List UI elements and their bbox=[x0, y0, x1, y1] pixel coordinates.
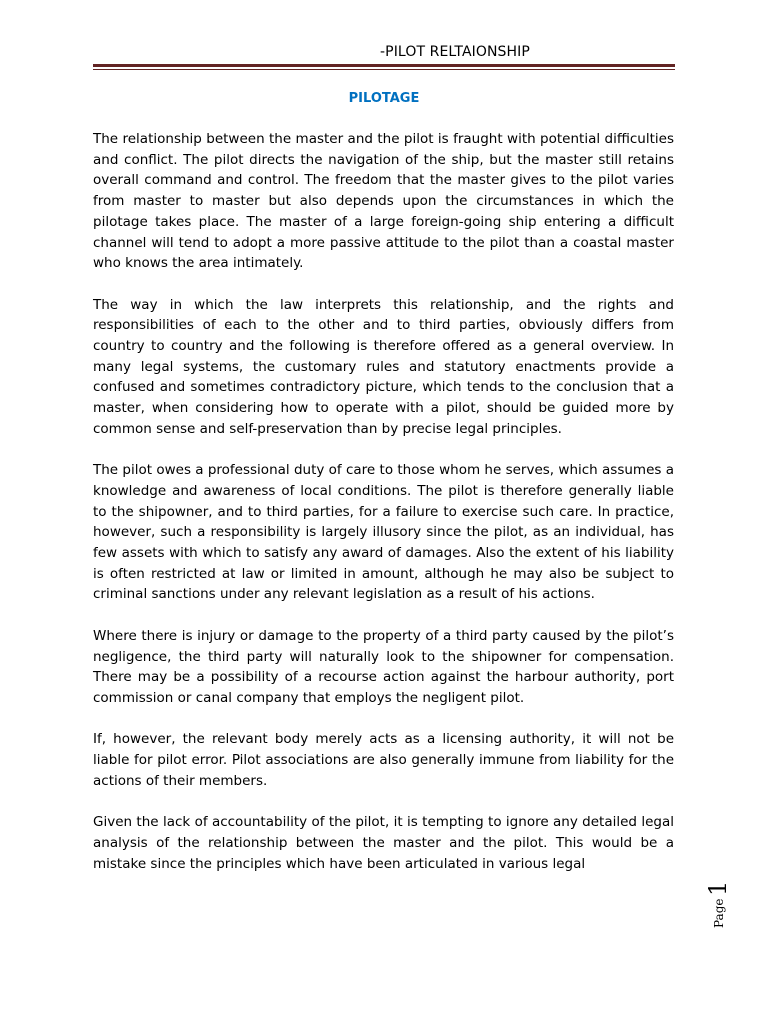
page-number bbox=[706, 874, 732, 896]
body-text bbox=[93, 129, 674, 895]
header-rule-thin-line bbox=[93, 69, 675, 70]
page-label bbox=[708, 900, 732, 930]
header-rule bbox=[93, 64, 675, 71]
paragraph: Where there is injury or damage to the property of a third party caused by the pilot’s negligence, the third party will naturally look to the shipowner for compensation. There may be a possibility of a recourse action against the harbour authority, port commission or canal company that employs the negligent pilot. bbox=[93, 627, 674, 706]
paragraph: If, however, the relevant body merely acts as a licensing authority, it will not be liable for pilot error. Pilot associations are also generally immune from liability for the actions of their members. bbox=[93, 731, 674, 789]
paragraph: The relationship between the master and the pilot is fraught with potential difficulties and conflict. The pilot directs the navigation of the ship, but the master still retains overall command and control. The freedom that the master gives to the pilot varies from master to master but also depends upon the circumstances in which the pilotage takes place. The master of a large foreign-going ship entering a difficult channel will tend to adopt a more passive attitude to the pilot than a coastal master who knows the area intimately. bbox=[93, 131, 674, 272]
page-number-value: 1 bbox=[704, 880, 732, 896]
section-heading: PILOTAGE bbox=[348, 91, 420, 106]
paragraph: The way in which the law interprets this relationship, and the rights and responsibilities of each to the other and to third parties, obviously differs from country to country and the following is therefore offered as a general overview. In many legal systems, the customary rules and statutory enactments provide a confused and sometimes contradictory picture, which tends to the conclusion that a master, when considering how to operate with a pilot, should be guided more by common sense and self-preservation than by precise legal principles. bbox=[93, 296, 674, 437]
paragraph: The pilot owes a professional duty of care to those whom he serves, which assumes a knowledge and awareness of local conditions. The pilot is therefore generally liable to the shipowner, and to third parties, for a failure to exercise such care. In practice, however, such a responsibility is largely illusory since the pilot, as an individual, has few assets with which to satisfy any award of damages. Also the extent of his liability is often restricted at law or limited in amount, although he may also be subject to criminal sanctions under any relevant legislation as a result of his actions. bbox=[93, 462, 674, 603]
header-rule-thick-line bbox=[93, 64, 675, 67]
paragraph: Given the lack of accountability of the pilot, it is tempting to ignore any detailed legal analysis of the relationship between the master and the pilot. This would be a mistake since the principles which have been articulated in various legal bbox=[93, 814, 674, 872]
header-title: -PILOT RELTAIONSHIP bbox=[380, 44, 530, 60]
page-label-word: Page bbox=[712, 898, 726, 928]
